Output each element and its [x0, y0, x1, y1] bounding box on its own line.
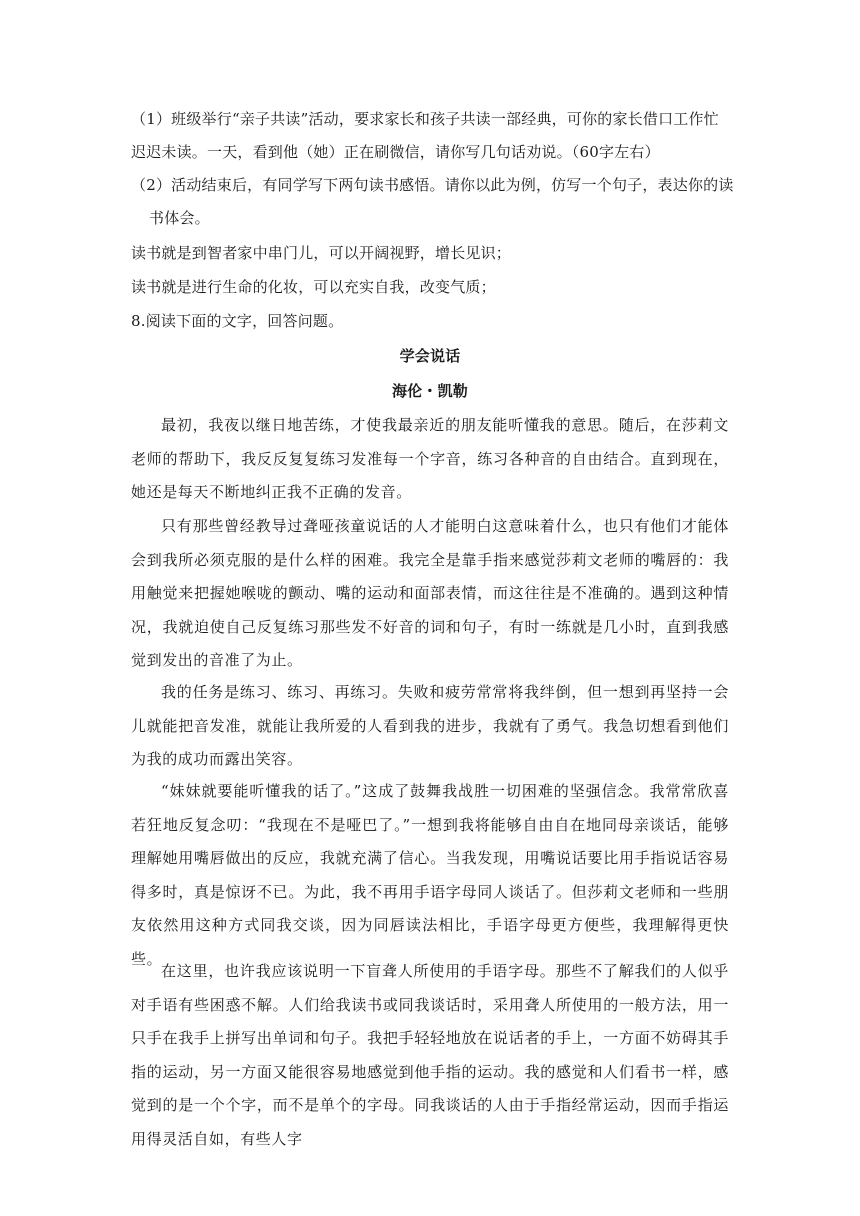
- question-1-line-1: （1）班级举行“亲子共读”活动，要求家长和孩子共读一部经典，可你的家长借口工作忙: [131, 110, 719, 128]
- article-paragraph-5: 在这里，也许我应该说明一下盲聋人所使用的手语字母。那些不了解我们的人似乎对手语有些困惑不解。人们给我读书或同我谈话时，采用聋人所使用的一般方法，用一只手在我手上拼写出单词和句子。我把手轻轻地放在说话者的手上，一方面不妨碍其手指的运动，另一方面又能很容易地感觉到他手指的运动。我的感觉和人们看书一样，感觉到的是一个个字，而不是单个的字母。同我谈话的人由于手指经常运动，因而手指运用得灵活自如，有些人字: [131, 962, 729, 1148]
- example-sentence-1: 读书就是到智者家中串门儿，可以开阔视野，增长见识；: [131, 244, 512, 262]
- question-2-line-1: （2）活动结束后，有同学写下两句读书感悟。请你以此为例，仿写一个句子，表达你的读: [131, 176, 734, 194]
- article-paragraph-4: “妹妹就要能听懂我的话了。”这成了鼓舞我战胜一切困难的坚强信念。我常常欣喜若狂地反复念叨：“我现在不是哑巴了。”一想到我将能够自由自在地同母亲谈话，能够理解她用嘴唇做出的反应，我就充满了信心。当我发现，用嘴说话要比用手指说话容易得多时，真是惊讶不已。为此，我不再用手语字母同人谈话了。但莎莉文老师和一些朋友依然用这种方式同我交谈，因为同唇读法相比，手语字母更方便些，我理解得更快些。: [131, 782, 729, 968]
- article-author: 海伦・凯勒: [391, 382, 468, 400]
- question-8-prompt: 8.阅读下面的文字，回答问题。: [131, 312, 344, 330]
- article-paragraph-1: 最初，我夜以继日地苦练，才使我最亲近的朋友能听懂我的意思。随后，在莎莉文老师的帮助下，我反反复复练习发准每一个字音，练习各种音的自由结合。直到现在，她还是每天不断地纠正我不正确的发音。: [131, 416, 729, 501]
- question-1-line-2: 迟迟未读。一天，看到他（她）正在刷微信，请你写几句话劝说。（60字左右）: [131, 143, 660, 161]
- article-title: 学会说话: [399, 347, 461, 365]
- example-sentence-2: 读书就是进行生命的化妆，可以充实自我，改变气质；: [131, 278, 496, 296]
- article-paragraph-2: 只有那些曾经教导过聋哑孩童说话的人才能明白这意味着什么，也只有他们才能体会到我所必须克服的是什么样的困难。我完全是靠手指来感觉莎莉文老师的嘴唇的：我用触觉来把握她喉咙的颤动、嘴的运动和面部表情，而这往往是不准确的。遇到这种情况，我就迫使自己反复练习那些发不好音的词和句子，有时一练就是几小时，直到我感觉到发出的音准了为止。: [131, 517, 729, 669]
- question-2-line-2: 书体会。: [149, 209, 210, 227]
- article-paragraph-3: 我的任务是练习、练习、再练习。失败和疲劳常常将我绊倒，但一想到再坚持一会儿就能把音发准，就能让我所爱的人看到我的进步，我就有了勇气。我急切想看到他们为我的成功而露出笑容。: [131, 683, 729, 768]
